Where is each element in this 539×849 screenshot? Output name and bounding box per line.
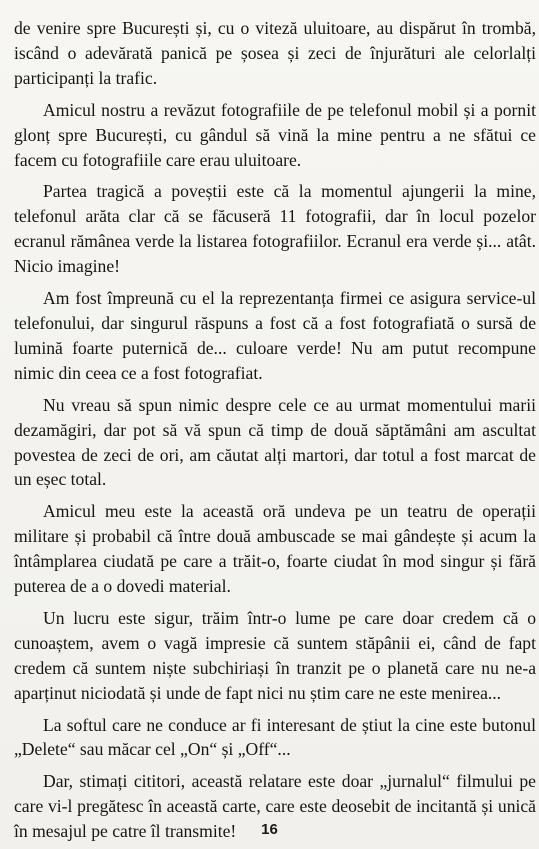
paragraph-4: Am fost împreună cu el la reprezentanța firmei ce asigura service-ul telefonului, dar singurul răspuns a fost că a fost fotografiată o sursă de lumină foarte puternică de... culoare verde! Nu am putut recompune nimic din ceea ce a fost fotografiat. (14, 288, 536, 383)
paragraph-7: Un lucru este sigur, trăim într-o lume pe care doar credem că o cunoaștem, avem o vagă impresie că suntem stăpânii ei, când de fapt credem că suntem niște subchiriași în tranzit pe o planetă care nu ne-a aparținut niciodată și unde de fapt nici nu știm care ne este menirea... (14, 607, 536, 703)
paragraph-5: Nu vreau să spun nimic despre cele ce au urmat momentului marii dezamăgiri, dar pot să vă spun că timp de două săptămâni am ascultat povestea de zeci de ori, am căutat alți martori, dar totul a fost marcat de un eșec total. (14, 394, 536, 490)
paragraph-3: Partea tragică a poveștii este că la momentul ajungerii la mine, telefonul arăta clar că se făcuseră 11 fotografii, dar în locul pozelor ecranul rămânea verde la listarea fotografiilor. Ecranul era verde și... atât. Nicio imagine! (14, 181, 536, 277)
paragraph-6: Amicul meu este la această oră undeva pe un teatru de operații militare și probabil că între două ambuscade se mai gândește și acum la întâmplarea ciudată pe care a trăit-o, foarte ciudat în mod singur și fără puterea de a o dovedi material. (14, 501, 536, 597)
body-text (14, 16, 536, 844)
paragraph-9: Dar, stimați cititori, această relatare este doar „jurnalul“ filmului pe care vi-l pregătesc în această carte, care este deosebit de incitantă și unică în mesajul pe catre îl transmite! (14, 771, 536, 842)
paragraph-8: La softul care ne conduce ar fi interesant de știut la cine este butonul „Delete“ sau măcar cel „On“ și „Off“... (14, 714, 536, 760)
paragraph-2: Amicul nostru a revăzut fotografiile de pe telefonul mobil și a pornit glonț spre București, cu gândul să vină la mine pentru a ne sfătui ce facem cu fotografiile care erau uluitoare. (14, 99, 536, 170)
paragraph-1: de venire spre București și, cu o viteză uluitoare, au dispărut în trombă, iscând o adevărată panică pe șosea și zeci de înjurături ale celorlalți participanți la trafic. (14, 18, 536, 88)
page-number: 16 (261, 821, 278, 838)
